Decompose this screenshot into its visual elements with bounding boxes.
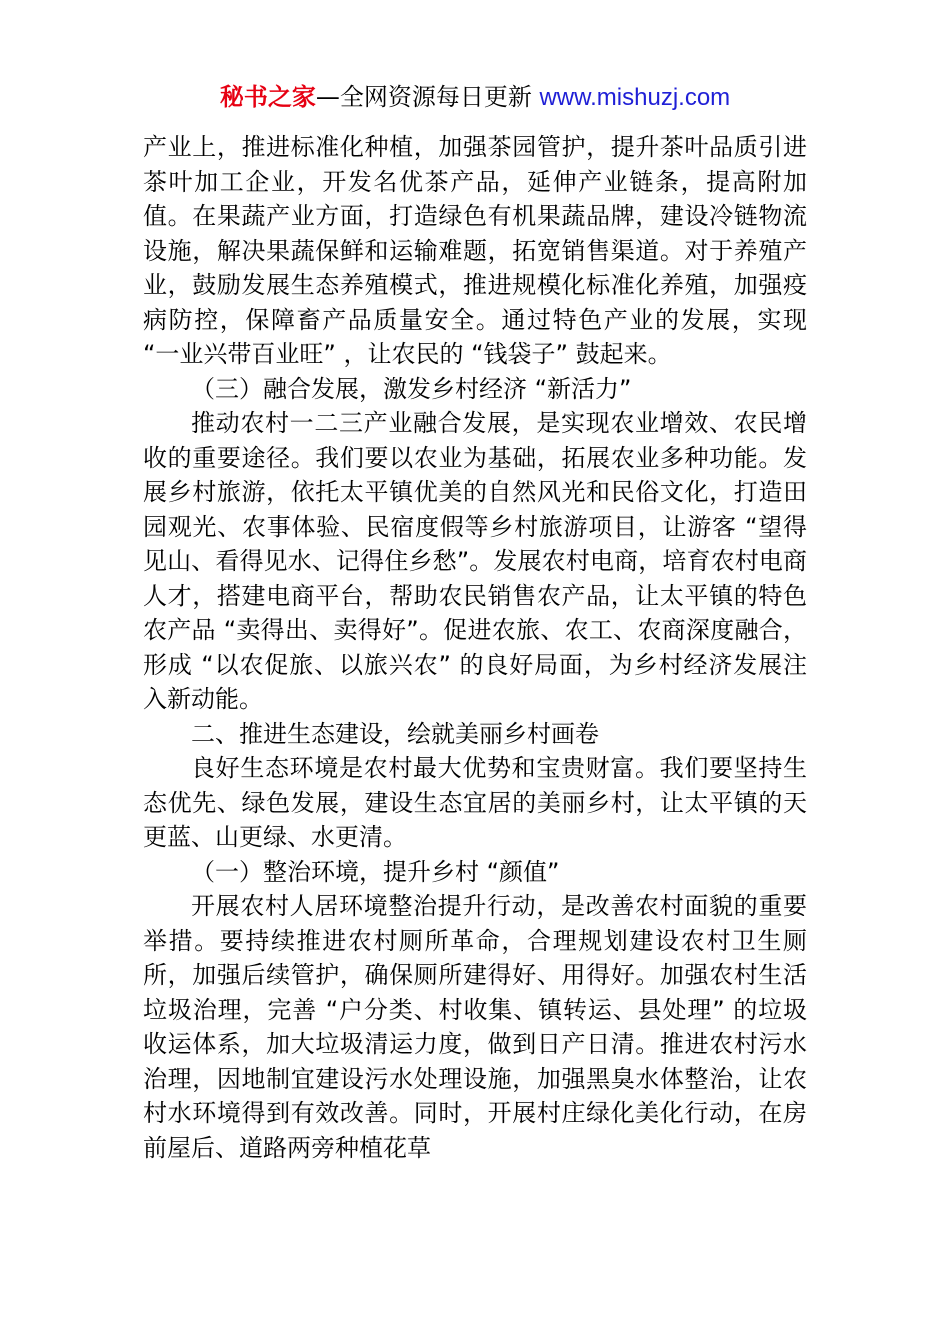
site-header <box>0 80 950 115</box>
paragraph-ecology: 良好生态环境是农村最大优势和宝贵财富。我们要坚持生态优先、绿色发展，建设生态宜居的美丽乡村，让太平镇的天更蓝、山更绿、水更清。 <box>143 754 807 851</box>
document-body <box>143 130 807 1165</box>
paragraph-environment: 开展农村人居环境整治提升行动，是改善农村面貌的重要举措。要持续推进农村厕所革命，合理规划建设农村卫生厕所，加强后续管护，确保厕所建得好、用得好。加强农村生活垃圾治理，完善 “户分类、村收集、镇转运、县处理” 的垃圾收运体系，加大垃圾清运力度，做到日产日清。推进农村污水治理，因地制宜建设污水处理设施，加强黑臭水体整治，让农村水环境得到有效改善。同时，开展村庄绿化美化行动，在房前屋后、道路两旁种植花草 <box>143 892 807 1162</box>
paragraph-integration: 推动农村一二三产业融合发展，是实现农业增效、农民增收的重要途径。我们要以农业为基础，拓展农业多种功能。发展乡村旅游，依托太平镇优美的自然风光和民俗文化，打造田园观光、农事体验、民宿度假等乡村旅游项目，让游客 “望得见山、看得见水、记得住乡愁”。发展农村电商，培育农村电商人才，搭建电商平台，帮助农民销售农产品，让太平镇的特色农产品 “卖得出、卖得好”。促进农旅、农工、农商深度融合，形成 “以农促旅、以旅兴农” 的良好局面，为乡村经济发展注入新动能。 <box>143 409 807 713</box>
site-url-link[interactable]: www.mishuzj.com <box>539 84 731 111</box>
heading-environment: （一）整治环境，提升乡村 “颜值” <box>191 857 560 886</box>
paragraph-industry: 产业上，推进标准化种植，加强茶园管护，提升茶叶品质引进茶叶加工企业，开发名优茶产品，延伸产业链条，提高附加值。在果蔬产业方面，打造绿色有机果蔬品牌，建设冷链物流设施，解决果蔬保鲜和运输难题，拓宽销售渠道。对于养殖产业，鼓励发展生态养殖模式，推进规模化标准化养殖，加强疫病防控，保障畜产品质量安全。通过特色产业的发展，实现 “一业兴带百业旺” ，让农民的 “钱袋子” 鼓起来。 <box>143 133 807 368</box>
site-brand: 秘书之家 <box>219 83 316 111</box>
heading-integration: （三）融合发展，激发乡村经济 “新活力” <box>191 374 632 403</box>
heading-ecology: 二、推进生态建设，绘就美丽乡村画卷 <box>191 719 599 748</box>
site-slogan: —全网资源每日更新 <box>315 83 540 111</box>
